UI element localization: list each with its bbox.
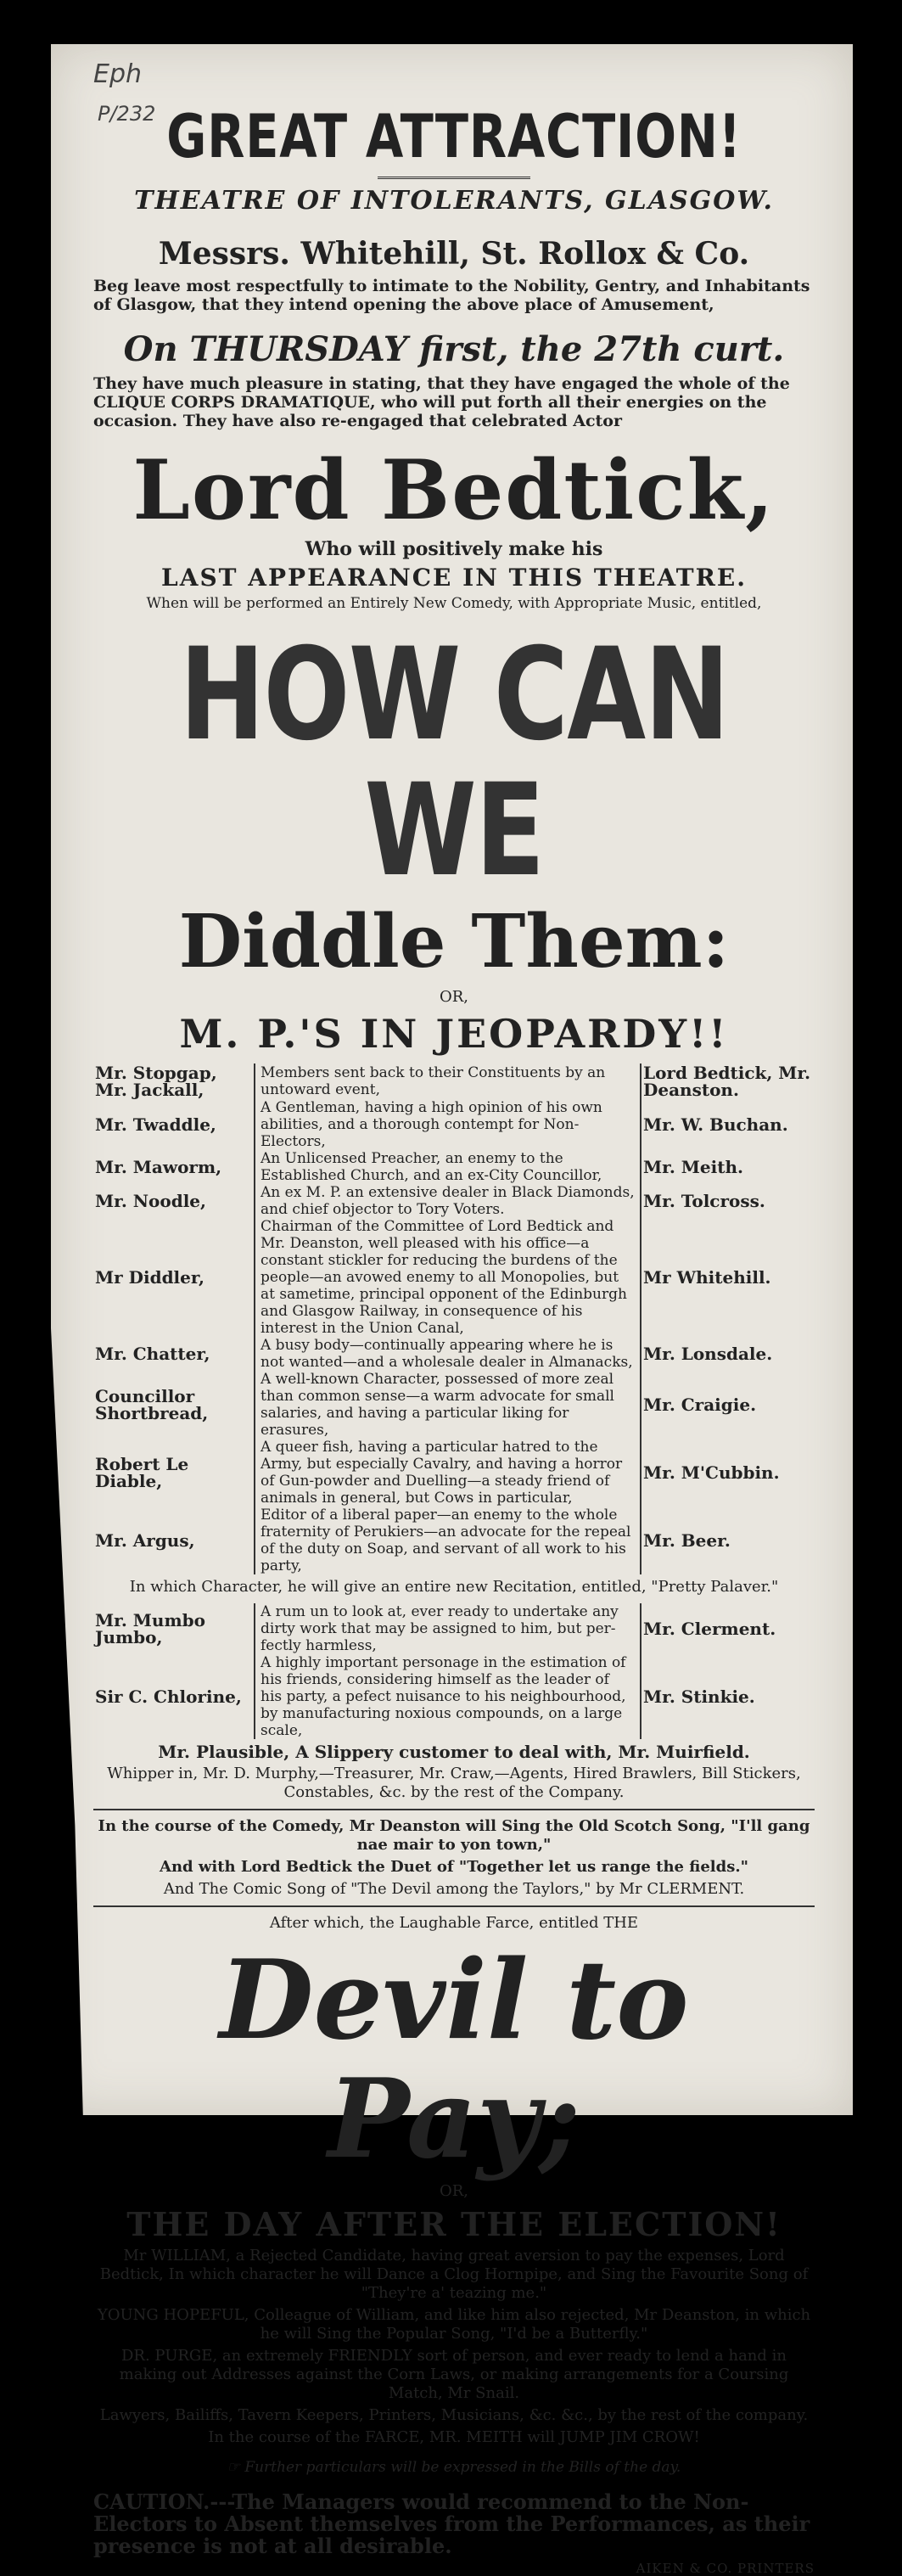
cast-row bbox=[93, 1184, 815, 1218]
cast-actor: Mr. Stinkie. bbox=[643, 1686, 755, 1707]
engaged-text: They have much pleasure in stating, that they have engaged the whole of the CLIQUE CORPS DRAMATIQUE, who will put forth all their energies on the occasion. They have also re-engaged that celebrated Actor bbox=[93, 374, 790, 430]
cast-description: Members sent back to their Constituents by an untoward event, bbox=[255, 1064, 641, 1099]
cast-row bbox=[93, 1603, 815, 1654]
performed-text: When will be performed an Entirely New Comedy, with Appropriate Music, entitled, bbox=[146, 595, 762, 612]
cast-actor: Mr. Beer. bbox=[643, 1530, 731, 1551]
star-actor: Lord Bedtick, bbox=[132, 442, 776, 538]
cast-actor: Mr. Lonsdale. bbox=[643, 1344, 773, 1364]
cast-row bbox=[93, 1218, 815, 1337]
cast-description: A well-known Character, possessed of more zeal than common sense—a warm advocate for small salaries, and having a particular liking for erasures, bbox=[255, 1371, 641, 1439]
cast-role: Mr Diddler, bbox=[95, 1267, 204, 1288]
cast-actor: Mr. Clerment. bbox=[643, 1619, 776, 1639]
performance-date: On THURSDAY first, the 27th curt. bbox=[123, 329, 785, 369]
or-text: OR, bbox=[439, 988, 469, 1006]
cast-description: A highly important personage in the estimation of his friends, considering himself as the leader of his party, a pefect nuisance to his neighbourhood, by manufacturing noxious compounds, on a large scale, bbox=[255, 1654, 641, 1739]
farce-cast-line: YOUNG HOPEFUL, Colleague of William, and like him also rejected, Mr Deanston, in which he will Sing the Popular Song, "I'd be a Butterfly." bbox=[97, 2306, 811, 2343]
farce-cast-line: In the course of the FARCE, MR. MEITH will JUMP JIM CROW! bbox=[208, 2428, 700, 2446]
cast-description: Chairman of the Committee of Lord Bedtick and Mr. Deanston, well pleased with his office—a constant stickler for reducing the burdens of the people—an avowed enemy to all Monopolies, but at sametime, principal opponent of the Edinburgh and Glasgow Railway, in consequence of his interest in the Union Canal, bbox=[255, 1218, 641, 1337]
cast-role: Councillor Shortbread, bbox=[95, 1386, 209, 1423]
cast-row bbox=[93, 1099, 815, 1150]
cast-role: Robert Le Diable, bbox=[95, 1454, 189, 1491]
cast-table bbox=[93, 1064, 815, 1574]
cast-description: A rum un to look at, ever ready to undertake any dirty work that may be assigned to him, but per-fectly harmless, bbox=[255, 1603, 641, 1654]
handwritten-annotation-2: P/232 bbox=[98, 102, 156, 126]
farce-or: OR, bbox=[439, 2182, 469, 2200]
last-appearance: LAST APPEARANCE IN THIS THEATRE. bbox=[161, 564, 747, 592]
theatre-name: THEATRE OF INTOLERANTS, GLASGOW. bbox=[134, 186, 774, 216]
divider bbox=[93, 1809, 815, 1810]
cast-role: Mr. Argus, bbox=[95, 1530, 195, 1551]
comedy-title-1: HOW CAN WE bbox=[179, 621, 729, 905]
cast-actor: Lord Bedtick, Mr. Deanston. bbox=[643, 1063, 811, 1100]
whipper-line: Whipper in, Mr. D. Murphy,—Treasurer, Mr. Craw,—Agents, Hired Brawlers, Bill Stickers, Constables, &c. by the rest of the Company. bbox=[107, 1765, 801, 1801]
song-line-2: And with Lord Bedtick the Duet of "Together let us range the fields." bbox=[160, 1858, 748, 1876]
song-line-1: In the course of the Comedy, Mr Deanston will Sing the Old Scotch Song, "I'll gang nae mair to yon town," bbox=[98, 1817, 810, 1854]
cast-role: Mr. Mumbo Jumbo, bbox=[95, 1610, 205, 1647]
further-particulars: ☞ Further particulars will be expressed in the Bills of the day. bbox=[227, 2459, 681, 2476]
cast-table-2 bbox=[93, 1603, 815, 1739]
headline: GREAT ATTRACTION! bbox=[166, 102, 742, 171]
cast-actor: Mr. M'Cubbin. bbox=[643, 1462, 780, 1483]
comedy-subtitle: M. P.'S IN JEOPARDY!! bbox=[179, 1011, 729, 1057]
comedy-title-2: Diddle Them: bbox=[178, 899, 730, 985]
cast-actor: Mr. W. Buchan. bbox=[643, 1114, 788, 1135]
song-line-3: And The Comic Song of "The Devil among the Taylors," by Mr CLERMENT. bbox=[163, 1880, 745, 1898]
after-line: After which, the Laughable Farce, entitled THE bbox=[269, 1914, 639, 1932]
divider bbox=[378, 177, 530, 179]
cast-actor: Mr. Craigie. bbox=[643, 1395, 757, 1415]
cast-role: Mr. Noodle, bbox=[95, 1191, 206, 1211]
cast-description: A Gentleman, having a high opinion of his own abilities, and a thorough contempt for Non-Electors, bbox=[255, 1099, 641, 1150]
cast-description: An Unlicensed Preacher, an enemy to the Established Church, and an ex-City Councillor, bbox=[255, 1150, 641, 1184]
cast-role: Mr. Maworm, bbox=[95, 1157, 222, 1177]
farce-title: Devil to Pay; bbox=[219, 1937, 689, 2183]
cast-actor: Mr. Tolcross. bbox=[643, 1191, 765, 1211]
cast-row bbox=[93, 1654, 815, 1739]
cast-actor: Mr Whitehill. bbox=[643, 1267, 771, 1288]
cast-role: Mr. Stopgap, Mr. Jackall, bbox=[95, 1063, 217, 1100]
cast-description: A busy body—continually appearing where he is not wanted—and a wholesale dealer in Almanacks, bbox=[255, 1337, 641, 1371]
divider bbox=[93, 1905, 815, 1907]
positively-text: Who will positively make his bbox=[305, 538, 603, 560]
plausible-line: Mr. Plausible, A Slippery customer to deal with, Mr. Muirfield. bbox=[158, 1742, 750, 1762]
handwritten-annotation-1: Eph bbox=[93, 59, 143, 89]
poster-content bbox=[93, 93, 815, 2576]
farce-cast-line: Lawyers, Bailiffs, Tavern Keepers, Printers, Musicians, &c. &c., by the rest of the company. bbox=[99, 2406, 809, 2424]
farce-cast-line: Mr WILLIAM, a Rejected Candidate, having great aversion to pay the expenses, Lord Bedtick, In which character he will Dance a Clog Hornpipe, and Sing the Favourite Song of "They're a' teazing me." bbox=[99, 2247, 809, 2302]
cast-row bbox=[93, 1064, 815, 1099]
recitation-line: In which Character, he will give an entire new Recitation, entitled, "Pretty Palaver." bbox=[129, 1578, 779, 1596]
cast-row bbox=[93, 1337, 815, 1371]
cast-role: Mr. Twaddle, bbox=[95, 1114, 216, 1135]
farce-cast-line: DR. PURGE, an extremely FRIENDLY sort of person, and ever ready to lend a hand in making out Addresses against the Corn Laws, or making arrangements for a Coursing Match, Mr Snail. bbox=[119, 2347, 789, 2402]
cast-row bbox=[93, 1371, 815, 1439]
cast-description: A queer fish, having a particular hatred to the Army, but especially Cavalry, and having a horror of Gun-powder and Duelling—a steady friend of animals in general, but Cows in particular, bbox=[255, 1439, 641, 1507]
caution-notice: CAUTION.---The Managers would recommend to the Non-Electors to Absent themselves from the Performances, as their presence is not at all desirable. bbox=[93, 2489, 810, 2558]
cast-description: Editor of a liberal paper—an enemy to the whole fraternity of Perukiers—an advocate for the repeal of the duty on Soap, and servant of all work to his party, bbox=[255, 1507, 641, 1574]
intro-text: Beg leave most respectfully to intimate to the Nobility, Gentry, and Inhabitants of Glasgow, that they intend opening the above place of Amusement, bbox=[93, 277, 810, 314]
cast-role: Sir C. Chlorine, bbox=[95, 1686, 242, 1707]
cast-row bbox=[93, 1507, 815, 1574]
cast-role: Mr. Chatter, bbox=[95, 1344, 210, 1364]
cast-row bbox=[93, 1150, 815, 1184]
cast-actor: Mr. Meith. bbox=[643, 1157, 743, 1177]
printers-imprint: AIKEN & CO. PRINTERS bbox=[636, 2561, 815, 2576]
cast-row bbox=[93, 1439, 815, 1507]
firm-name: Messrs. Whitehill, St. Rollox & Co. bbox=[158, 236, 750, 272]
cast-description: An ex M. P. an extensive dealer in Black Diamonds, and chief objector to Tory Voters. bbox=[255, 1184, 641, 1218]
farce-subtitle: THE DAY AFTER THE ELECTION! bbox=[126, 2205, 782, 2243]
farce-cast bbox=[93, 2247, 815, 2447]
